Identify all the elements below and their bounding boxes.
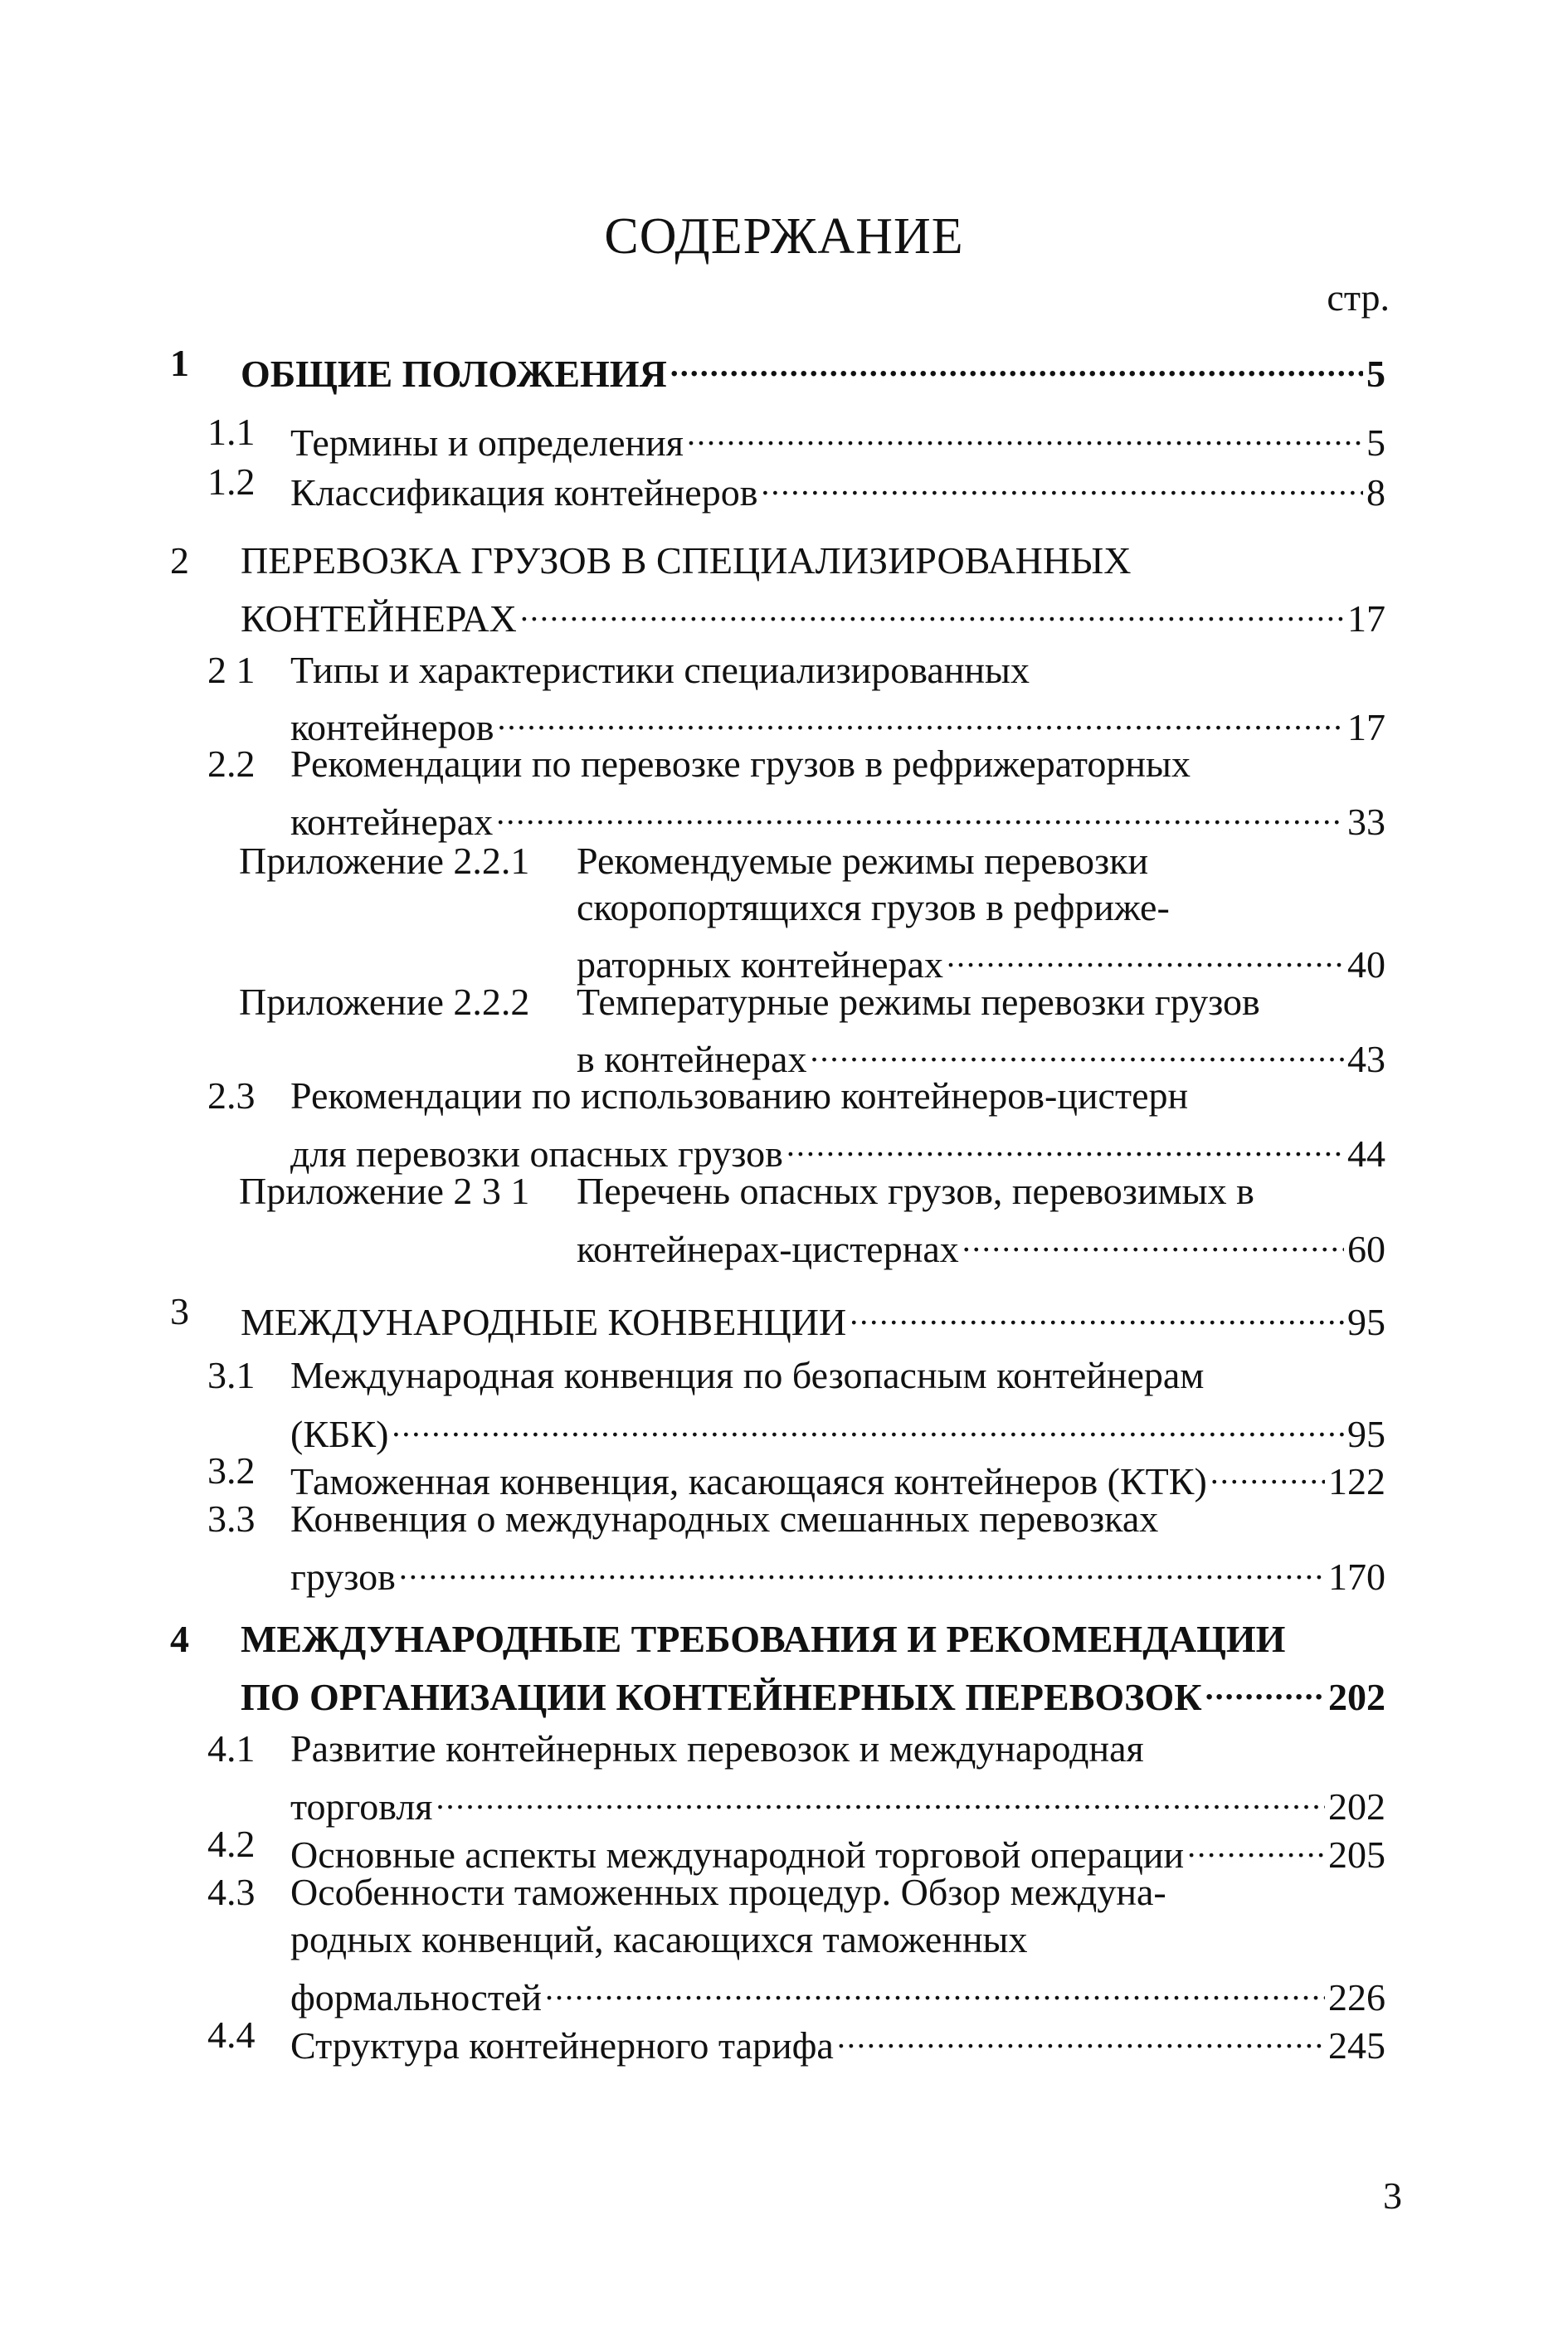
entry-title: Таможенная конвенция, касающаяся контейнеров (КТК) [290, 1460, 1207, 1502]
page-number: 122 [1328, 1460, 1385, 1502]
section-title: ПЕРЕВОЗКА ГРУЗОВ В СПЕЦИАЛИЗИРОВАННЫХ [241, 539, 1132, 582]
entry-title: Термины и определения [290, 421, 684, 464]
appendix-label: Приложение 2.2.2 [239, 981, 530, 1023]
entry-title-cont: для перевозки опасных грузов [290, 1132, 783, 1175]
toc-leader [577, 1215, 1385, 1273]
dot-leader [1205, 1663, 1325, 1710]
section-number: 3 [170, 1290, 189, 1332]
dot-leader [670, 340, 1363, 387]
entry-number: 2 1 [207, 649, 256, 691]
dot-leader [520, 585, 1344, 631]
entry-title: Особенности таможенных процедур. Обзор междуна- [290, 1871, 1166, 1913]
dot-leader [947, 931, 1344, 977]
toc-leader [290, 2012, 1385, 2069]
entry-title-cont: родных конвенций, касающихся таможенных [290, 1918, 1028, 1960]
appendix-title-cont: в контейнерах [577, 1038, 807, 1080]
section-number: 4 [170, 1618, 189, 1660]
entry-number: 1.1 [207, 411, 256, 453]
appendix-title: Перечень опасных грузов, перевозимых в [577, 1170, 1254, 1212]
page-number: 170 [1328, 1556, 1385, 1598]
page-number: 44 [1347, 1132, 1385, 1175]
page-number: 43 [1347, 1038, 1385, 1080]
entry-title: Структура контейнерного тарифа [290, 2024, 834, 2067]
page-column-label: стр. [1327, 276, 1390, 319]
dot-leader [545, 1964, 1325, 2010]
toc-leader [241, 340, 1385, 397]
dot-leader [496, 788, 1344, 835]
toc-leader [241, 1663, 1385, 1721]
dot-leader [761, 459, 1363, 505]
appendix-label: Приложение 2.2.1 [239, 840, 530, 882]
toc-leader [290, 459, 1385, 516]
entry-title-cont: торговля [290, 1785, 433, 1828]
dot-leader [1210, 1448, 1325, 1494]
page-number: 40 [1347, 943, 1385, 986]
section-number: 2 [170, 539, 189, 582]
dot-leader [786, 1120, 1344, 1166]
page-number: 205 [1328, 1833, 1385, 1876]
entry-title-cont: формальностей [290, 1976, 542, 2018]
entry-title: Основные аспекты международной торговой операции [290, 1833, 1185, 1876]
dot-leader [687, 409, 1363, 455]
entry-title: Рекомендации по использованию контейнеров-цистерн [290, 1074, 1189, 1117]
toc-leader [290, 1543, 1385, 1600]
entry-title: Развитие контейнерных перевозок и международная [290, 1727, 1144, 1770]
page-number: 202 [1328, 1785, 1385, 1828]
entry-title: Классификация контейнеров [290, 471, 758, 514]
appendix-title-cont: контейнерах-цистернах [577, 1228, 959, 1270]
dot-leader [1187, 1821, 1325, 1867]
toc-leader [290, 409, 1385, 466]
page-number: 60 [1347, 1228, 1385, 1270]
dot-leader [962, 1215, 1344, 1262]
page-title: СОДЕРЖАНИЕ [604, 208, 964, 265]
page-number: 245 [1328, 2024, 1385, 2067]
entry-number: 1.2 [207, 460, 256, 503]
entry-title: Международная конвенция по безопасным контейнерам [290, 1354, 1205, 1396]
entry-number: 2.3 [207, 1074, 256, 1117]
toc-leader [241, 1288, 1385, 1346]
page-number: 8 [1366, 471, 1385, 514]
appendix-title: Температурные режимы перевозки грузов [577, 981, 1260, 1023]
section-title: МЕЖДУНАРОДНЫЕ ТРЕБОВАНИЯ И РЕКОМЕНДАЦИИ [241, 1618, 1286, 1660]
page-folio: 3 [1383, 2174, 1402, 2217]
page-number: 33 [1347, 801, 1385, 843]
toc-leader [241, 585, 1385, 642]
section-title-cont: КОНТЕЙНЕРАХ [241, 597, 517, 640]
entry-title-cont: контейнеров [290, 706, 494, 748]
section-number: 1 [170, 342, 189, 384]
entry-title-cont: грузов [290, 1556, 396, 1598]
page-number: 5 [1366, 421, 1385, 464]
page-number: 95 [1347, 1413, 1385, 1455]
dot-leader [392, 1400, 1344, 1447]
entry-title: Типы и характеристики специализированных [290, 649, 1030, 691]
entry-number: 3.1 [207, 1354, 256, 1396]
entry-number: 3.3 [207, 1497, 256, 1540]
appendix-title-cont: скоропортящихся грузов в рефриже- [577, 886, 1170, 928]
appendix-title-cont: раторных контейнерах [577, 943, 943, 986]
entry-title-cont: (КБК) [290, 1413, 389, 1455]
dot-leader [837, 2012, 1325, 2058]
entry-number: 3.2 [207, 1449, 256, 1492]
entry-number: 4.2 [207, 1823, 256, 1865]
appendix-label: Приложение 2 3 1 [239, 1170, 530, 1212]
entry-title: Рекомендации по перевозке грузов в рефрижераторных [290, 743, 1191, 785]
entry-number: 4.4 [207, 2014, 256, 2056]
dot-leader [850, 1288, 1344, 1335]
section-title-cont: ПО ОРГАНИЗАЦИИ КОНТЕЙНЕРНЫХ ПЕРЕВОЗОК [241, 1676, 1202, 1718]
section-title: МЕЖДУНАРОДНЫЕ КОНВЕНЦИИ [241, 1301, 847, 1343]
toc-leader [290, 788, 1385, 845]
page-number: 226 [1328, 1976, 1385, 2018]
dot-leader [810, 1025, 1344, 1072]
section-title: ОБЩИЕ ПОЛОЖЕНИЯ [241, 353, 667, 395]
dot-leader [436, 1773, 1325, 1819]
page-number: 95 [1347, 1301, 1385, 1343]
entry-number: 2.2 [207, 743, 256, 785]
entry-number: 4.1 [207, 1727, 256, 1770]
page-number: 5 [1366, 353, 1385, 395]
page-number: 202 [1328, 1676, 1385, 1718]
entry-title: Конвенция о международных смешанных перевозках [290, 1497, 1159, 1540]
entry-title-cont: контейнерах [290, 801, 494, 843]
appendix-title: Рекомендуемые режимы перевозки [577, 840, 1149, 882]
page-number: 17 [1347, 597, 1385, 640]
page-number: 17 [1347, 706, 1385, 748]
entry-number: 4.3 [207, 1871, 256, 1913]
dot-leader [498, 694, 1344, 740]
dot-leader [399, 1543, 1325, 1590]
